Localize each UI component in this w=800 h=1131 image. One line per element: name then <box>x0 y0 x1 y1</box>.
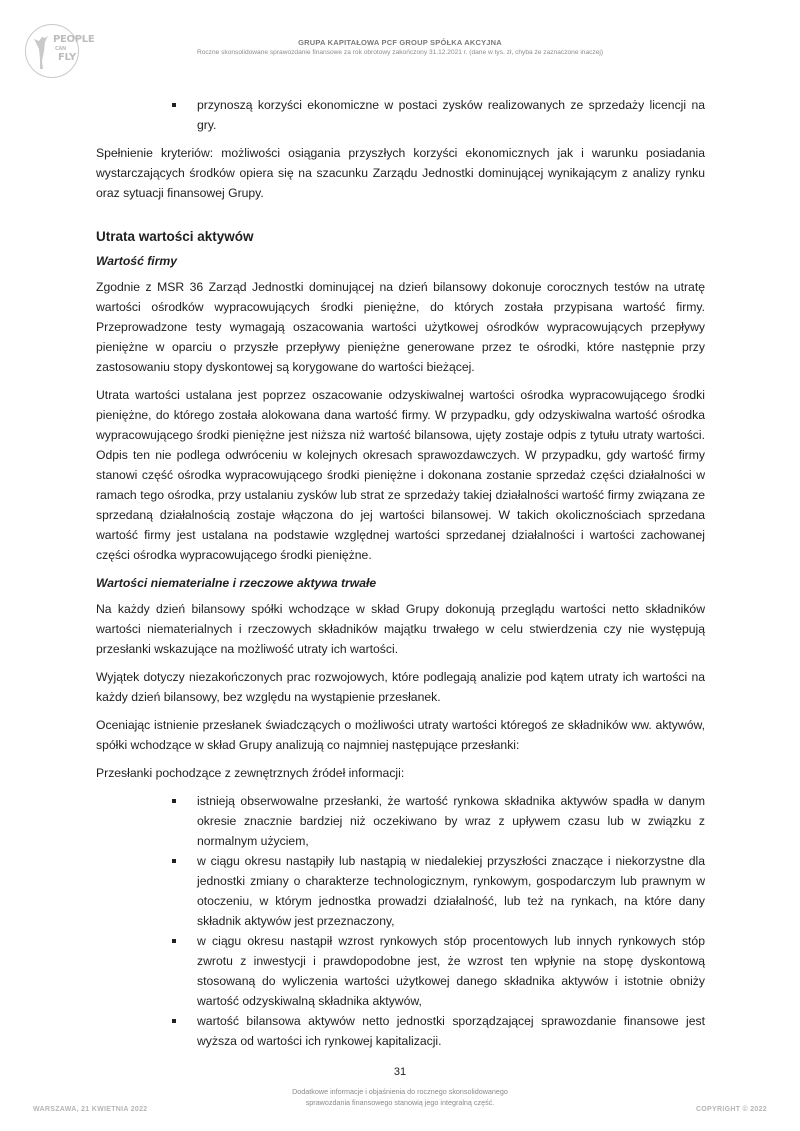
list-item: istnieją obserwowalne przesłanki, że wartość rynkowa składnika aktywów spadła w danym okresie znacznie bardziej niż oczekiwano by wraz z upływem czasu lub w związku z normalnym użyciem, <box>172 791 705 851</box>
square-bullet-icon <box>172 859 176 863</box>
square-bullet-icon <box>172 799 176 803</box>
footer-date: WARSZAWA, 21 KWIETNIA 2022 <box>33 1106 148 1113</box>
paragraph: Utrata wartości ustalana jest poprzez oszacowanie odzyskiwalnej wartości ośrodka wypracowującego środki pieniężne, do którego została alokowana dana wartość firmy. W przypadku, gdy odzyskiwalna wartość ośrodka wypracowującego środki pieniężne jest niższa niż wartość bilansowa, ujęty zostaje odpis z tytułu utraty wartości. Odpis ten nie podlega odwróceniu w kolejnych okresach sprawozdawczych. W przypadku, gdy wartość firmy stanowi część ośrodka wypracowującego środki pieniężne i dokonana zostanie sprzedaż części działalności w ramach tego ośrodka, przy ustalaniu zysków lub strat ze sprzedaży takiej działalności wartość firmy związana ze sprzedaną działalnością zostaje włączona do jej wartości bilansowej. W takich okolicznościach sprzedana wartość firmy jest ustalana na podstawie względnej wartości sprzedanej działalności i wartości zachowanej części ośrodka wypracowującego środki pieniężne. <box>96 388 705 562</box>
intro-bullet-list <box>172 95 705 135</box>
list-item: w ciągu okresu nastąpił wzrost rynkowych stóp procentowych lub innych rynkowych stóp zwrotu z inwestycji i prawdopodobne jest, że wzrost ten wpłynie na stopę dyskontową stosowaną do wyliczenia wartości użytkowej danego składnika aktywów i istotnie obniży wartość odzyskiwalną składnika aktywów, <box>172 931 705 1011</box>
square-bullet-icon <box>172 939 176 943</box>
list-item: w ciągu okresu nastąpiły lub nastąpią w niedalekiej przyszłości znaczące i niekorzystne dla jednostki zmiany o charakterze technologicznym, rynkowym, gospodarczym lub prawnym w otoczeniu, w którym jednostka prowadzi działalność, lub też na rynkach, na które dany składnik aktywów jest przeznaczony, <box>172 851 705 931</box>
section-title: Utrata wartości aktywów <box>96 229 254 244</box>
list-item: przynoszą korzyści ekonomiczne w postaci zysków realizowanych ze sprzedaży licencji na gry. <box>172 95 705 135</box>
paragraph: Wyjątek dotyczy niezakończonych prac rozwojowych, które podlegają analizie pod kątem utraty ich wartości na każdy dzień bilansowy, bez względu na wystąpienie przesłanek. <box>96 670 705 704</box>
page-number: 31 <box>393 1066 407 1078</box>
subsection-title-intangibles: Wartości niematerialne i rzeczowe aktywa trwałe <box>96 576 377 590</box>
footer-copyright: COPYRIGHT © 2022 <box>695 1106 767 1113</box>
paragraph: Na każdy dzień bilansowy spółki wchodzące w skład Grupy dokonują przeglądu wartości netto składników wartości niematerialnych i rzeczowych składników majątku trwałego w celu stwierdzenia czy nie występują przesłanki wskazujące na możliwość utraty ich wartości. <box>96 602 705 656</box>
page-header <box>0 0 800 90</box>
external-indicators-list <box>172 791 705 1051</box>
subsection-title-goodwill: Wartość firmy <box>96 254 178 268</box>
logo-wordmark: PEOPLE CAN FLY <box>53 34 95 63</box>
document-subtitle: Roczne skonsolidowane sprawozdanie finansowe za rok obrotowy zakończony 31.12.2021 r. (dane w tys. zł, chyba że zaznaczone inaczej) <box>196 49 604 56</box>
paragraph: Oceniając istnienie przesłanek świadczących o możliwości utraty wartości któregoś ze składników ww. aktywów, spółki wchodzące w skład Grupy analizują co najmniej następujące przesłanki: <box>96 718 705 752</box>
square-bullet-icon <box>172 1019 176 1023</box>
square-bullet-icon <box>172 103 176 107</box>
list-item: wartość bilansowa aktywów netto jednostki sporządzającej sprawozdanie finansowe jest wyższa od wartości ich rynkowej kapitalizacji. <box>172 1011 705 1051</box>
intro-paragraph: Spełnienie kryteriów: możliwości osiągania przyszłych korzyści ekonomicznych jak i warunku posiadania wystarczających środków opiera się na szacunku Zarządu Jednostki dominującej wynikającym z analizy rynku oraz sytuacji finansowej Grupy. <box>96 146 705 200</box>
paragraph: Przesłanki pochodzące z zewnętrznych źródeł informacji: <box>96 766 405 780</box>
paragraph: Zgodnie z MSR 36 Zarząd Jednostki dominującej na dzień bilansowy dokonuje corocznych testów na utratę wartości ośrodków wypracowujących środki pieniężne, do których została przypisana wartość firmy. Przeprowadzone testy wymagają oszacowania wartości użytkowej ośrodków wypracowujących przepływy pieniężne w oparciu o przyszłe przepływy pieniężne generowane przez te ośrodki, które następnie przy zastosowaniu stopy dyskontowej są korygowane do wartości bieżącej. <box>96 280 705 374</box>
page-content <box>96 95 705 1059</box>
document-company-title: GRUPA KAPITAŁOWA PCF GROUP SPÓŁKA AKCYJNA <box>298 38 502 47</box>
footer-note: Dodatkowe informacje i objaśnienia do rocznego skonsolidowanego sprawozdania finansowego stanowią jego integralną część. <box>292 1087 508 1107</box>
